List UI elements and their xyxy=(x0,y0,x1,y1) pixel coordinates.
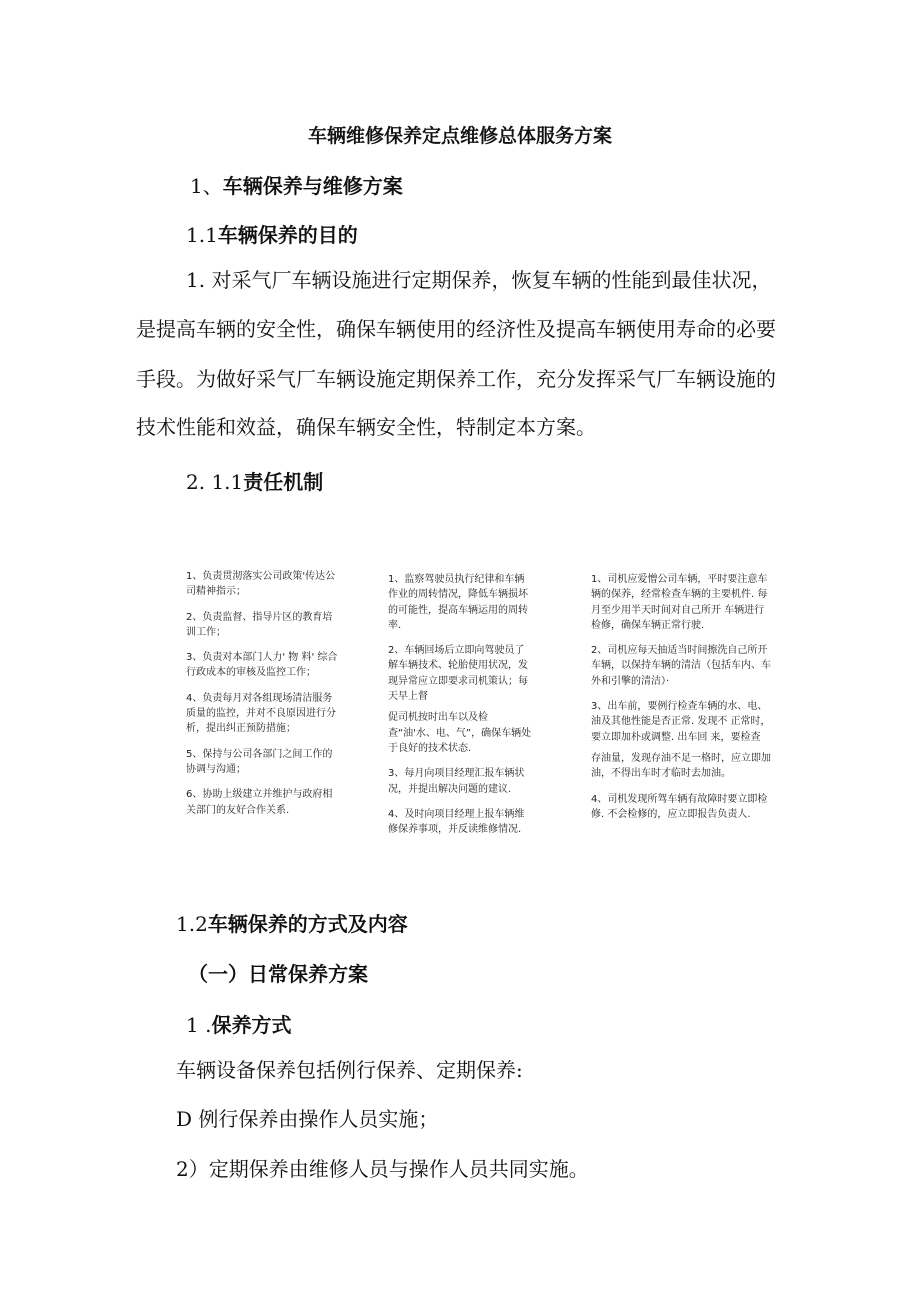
daily-maintenance-text: （一）日常保养方案 xyxy=(188,962,368,986)
section-2-1-1-text: 责任机制 xyxy=(243,470,324,494)
section-1-2-text: 车辆保养的方式及内容 xyxy=(207,912,408,936)
method-line-3: 2）定期保养由维修人员与操作人员共同实施。 xyxy=(176,1157,589,1181)
section-1-2-heading xyxy=(176,908,408,937)
duty-column-driver xyxy=(591,572,773,832)
purpose-line-3: 手段。为做好采气厂车辆设施定期保养工作，充分发挥采气厂车辆设施的 xyxy=(136,367,776,391)
maintenance-method-heading xyxy=(186,1009,291,1038)
maintenance-method-number: 1 . xyxy=(186,1013,212,1037)
document-title: 车辆维修保养定点维修总体服务方案 xyxy=(307,125,612,147)
duty-item: 4、及时向项目经理上报车辆维修保养事项，并反读维修情况. xyxy=(388,808,525,836)
duty-item: 4、司机发现所驾车辆有故障时要立即检修. 不会检修的，应立即报告负责人. xyxy=(591,793,768,820)
section-1-1-number: 1.1 xyxy=(186,223,218,247)
section-1-text: 车辆保养与维修方案 xyxy=(222,174,403,198)
duty-item: 2、司机应每天抽适当时间擦洗自己所开车辆，以保持车辆的清洁（包括车内、车外和引擎的清洁）· xyxy=(591,645,771,687)
section-1-2-number: 1.2 xyxy=(176,912,208,936)
duty-item: 4、负责每月对各组现场清洁服务质量的监控，并对不良原因进行分析，提出纠正预防措施； xyxy=(186,692,336,735)
section-1-heading xyxy=(190,170,403,199)
duty-item: 3、出车前，要例行检查车辆的水、电、油及其他性能是否正常. 发现不 正常时，要立即加朴或调整. 出车回 来，要检查 xyxy=(591,701,771,743)
duty-item: 2、负责监督、指导片区的教育培训工作； xyxy=(186,611,333,638)
duty-item: 1、监察驾驶员执行纪律和车辆作业的周转情况，降低车辆损坏的可能性，提高车辆运用的周转率. xyxy=(388,574,528,631)
duty-item: 5、保持与公司各部门之间工作的协调与沟通； xyxy=(186,748,333,775)
duty-item: 存油量，发现存油不足一格时，应立即加油，不得出车时才临时去加油。 xyxy=(591,752,771,780)
duty-item: 1、司机应爱憎公司车辆，平时要注意车辆的保养，经常检查车辆的主要机件. 每月至少用半天时间对自己所开 车辆进行检修，确保车辆正常行驶. xyxy=(591,574,768,631)
duty-item: 6、协助上级建立并维护与政府相关部门的友好合作关系. xyxy=(186,789,333,816)
duty-item: 促司机按时出车以及检查“油'水、电、气”，确保车辆处于良好的技术状态. xyxy=(388,712,532,754)
purpose-line-4: 技术性能和效益，确保车辆安全性，特制定本方案。 xyxy=(136,415,596,439)
section-2-1-1-number: 2. 1.1 xyxy=(186,470,244,494)
section-1-1-heading xyxy=(186,219,358,248)
purpose-line-1: 1. 对采气厂车辆设施进行定期保养，恢复车辆的性能到最佳状况， xyxy=(186,268,772,292)
method-line-1: 车辆设备保养包括例行保养、定期保养: xyxy=(176,1058,523,1082)
daily-maintenance-heading xyxy=(188,958,368,987)
duty-item: 3、负责对本部门人力' 物 料' 综合行政成本的审核及监控工作； xyxy=(186,652,338,679)
section-1-number: 1、 xyxy=(190,174,223,198)
method-line-2: D 例行保养由操作人员实施； xyxy=(176,1107,439,1131)
maintenance-method-text: 保养方式 xyxy=(211,1013,292,1037)
duty-column-manager xyxy=(186,569,338,828)
purpose-line-2: 是提高车辆的安全性，确保车辆使用的经济性及提高车辆使用寿命的必要 xyxy=(136,317,776,341)
duty-column-supervisor xyxy=(388,572,534,847)
duty-item: 1、负责贯沏落实公司政策'传达公司精神指示； xyxy=(186,571,336,598)
duty-item: 2、车辆回场后立即向驾驶员了解车辆技术、轮胎使用状况，发现异常应立即要求司机策认；每天早上督 xyxy=(388,645,528,703)
section-1-1-text: 车辆保养的目的 xyxy=(217,223,358,247)
section-2-1-1-heading xyxy=(186,466,323,495)
duty-item: 3、每月向项目经理汇报车辆状况，并提出解决问题的建议. xyxy=(388,768,525,795)
